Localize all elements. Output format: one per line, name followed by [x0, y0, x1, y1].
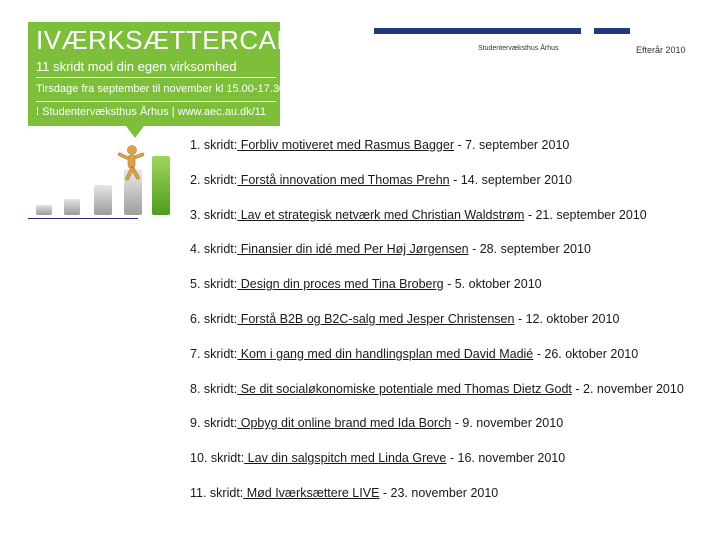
list-item	[190, 416, 710, 451]
banner-title: IVÆRKSÆTTERCAFÉ	[36, 25, 311, 55]
step-date: - 5. oktober 2010	[443, 277, 542, 292]
step-prefix: 3. skridt:	[190, 207, 238, 222]
illustration-baseline	[28, 218, 138, 219]
list-item	[190, 277, 710, 312]
step-prefix: 8. skridt:	[190, 381, 238, 396]
step-prefix: 4. skridt:	[190, 242, 238, 257]
step-link[interactable]: Lav din salgspitch med Linda Greve	[244, 451, 447, 466]
step-date: - 2. november 2010	[571, 381, 684, 396]
header-bar	[374, 28, 581, 34]
step-block-highlight	[152, 156, 170, 215]
list-item	[190, 347, 710, 382]
list-item	[190, 173, 710, 208]
header-season: Efterår 2010	[636, 45, 686, 55]
step-date: - 7. september 2010	[454, 138, 570, 152]
step-date: - 16. november 2010	[446, 451, 566, 466]
step-date: - 12. oktober 2010	[514, 311, 620, 326]
step-link[interactable]: Mød Iværksættere LIVE	[243, 485, 380, 500]
event-banner	[28, 22, 311, 126]
step-link[interactable]: Lav et strategisk netværk med Christian Waldstrøm	[237, 207, 525, 222]
list-item	[190, 451, 710, 486]
banner-location: I Studentervæksthus Århus | www.aec.au.dk/11	[36, 106, 267, 118]
step-block	[36, 205, 52, 215]
step-link[interactable]: Forbliv motiveret med Rasmus Bagger	[237, 138, 454, 152]
step-prefix: 7. skridt:	[190, 346, 238, 361]
banner-divider	[36, 77, 276, 78]
step-date: - 14. september 2010	[449, 172, 572, 187]
step-prefix: 5. skridt:	[190, 277, 238, 292]
banner-speech-tail	[126, 126, 144, 138]
banner-subtitle: 11 skridt mod din egen virksomhed	[36, 59, 237, 74]
step-date: - 21. september 2010	[524, 207, 647, 222]
step-link[interactable]: Forstå B2B og B2C-salg med Jesper Christensen	[237, 311, 515, 326]
step-date: - 9. november 2010	[451, 416, 564, 431]
step-link[interactable]: Forstå innovation med Thomas Prehn	[237, 172, 450, 187]
step-link[interactable]: Kom i gang med din handlingsplan med David Madié	[237, 346, 534, 361]
list-item	[190, 382, 710, 417]
list-item	[190, 208, 710, 243]
step-date: - 23. november 2010	[379, 485, 499, 500]
step-link[interactable]: Finansier din idé med Per Høj Jørgensen	[237, 242, 469, 257]
list-item	[190, 242, 710, 277]
step-prefix: 9. skridt:	[190, 416, 238, 431]
step-prefix: 10. skridt:	[190, 451, 245, 466]
header-bar	[594, 28, 630, 34]
step-prefix: 6. skridt:	[190, 311, 238, 326]
step-prefix: 2. skridt:	[190, 172, 238, 187]
steps-list	[190, 138, 710, 521]
growth-steps-figure-icon	[28, 142, 173, 222]
step-date: - 26. oktober 2010	[533, 346, 639, 361]
step-prefix: 1. skridt:	[190, 138, 238, 152]
banner-schedule: Tirsdage fra september til november kl 15.00-17.30	[36, 83, 286, 95]
step-link[interactable]: Opbyg dit online brand med Ida Borch	[237, 416, 452, 431]
header-organization: Studentervæksthus Århus	[478, 45, 559, 52]
step-block	[64, 199, 80, 215]
climbing-figure-icon	[110, 144, 150, 190]
step-date: - 28. september 2010	[468, 242, 591, 257]
list-item	[190, 486, 710, 521]
step-link[interactable]: Se dit socialøkonomiske potentiale med Thomas Dietz Godt	[237, 381, 572, 396]
list-item	[190, 138, 710, 173]
list-item	[190, 312, 710, 347]
step-link[interactable]: Design din proces med Tina Broberg	[237, 277, 444, 292]
step-prefix: 11. skridt:	[190, 485, 244, 500]
banner-divider	[36, 101, 276, 102]
